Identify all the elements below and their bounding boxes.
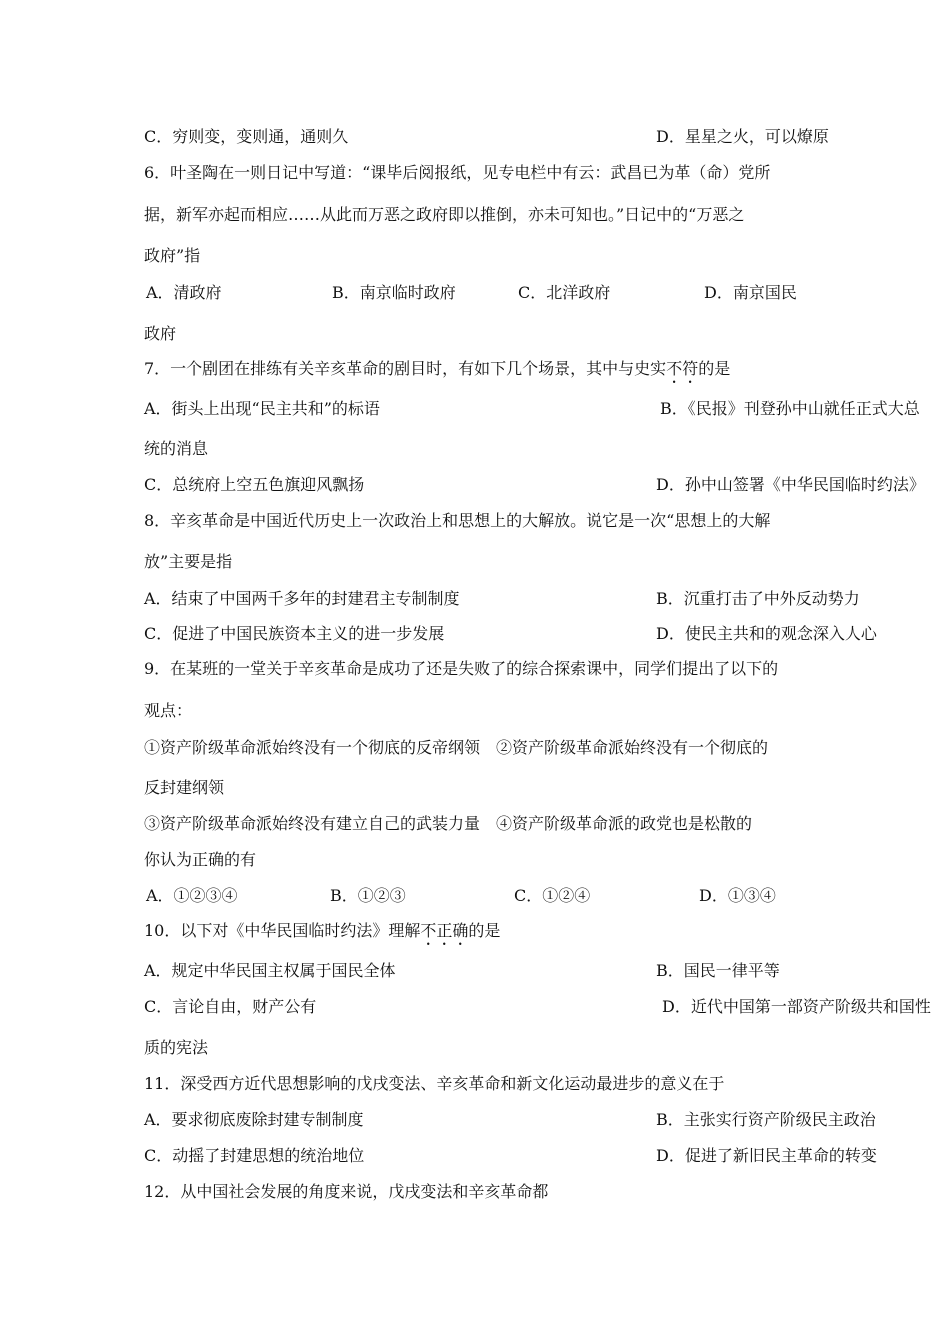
q6-option-d: D．南京国民 — [704, 283, 797, 302]
q7-option-b: B．《民报》刊登孙中山就任正式大总 — [660, 399, 920, 418]
q6-stem-line-1: 6．叶圣陶在一则日记中写道：“课毕后阅报纸，见专电栏中有云：武昌已为革（命）党所 — [144, 163, 771, 182]
q7-option-row-2 — [144, 474, 925, 496]
q7-option-d: D．孙中山签署《中华民国临时约法》 — [656, 475, 925, 494]
q9-option-c: C．①②④ — [514, 886, 591, 905]
q10-option-a: A．规定中华民国主权属于国民全体 — [144, 961, 396, 980]
q9-option-a: A．①②③④ — [146, 886, 238, 905]
q5-option-d: D．星星之火，可以燎原 — [656, 127, 829, 146]
q7-option-a: A．街头上出现“民主共和”的标语 — [144, 399, 380, 418]
q10-option-b: B．国民一律平等 — [656, 961, 780, 980]
q8-stem-line-1: 8．辛亥革命是中国近代历史上一次政治上和思想上的大解放。说它是一次“思想上的大解 — [144, 511, 771, 530]
q5-option-c: C．穷则变，变则通，通则久 — [144, 127, 349, 146]
q7-stem-post: 的是 — [698, 359, 731, 378]
q12-stem: 12．从中国社会发展的角度来说，戊戌变法和辛亥革命都 — [144, 1182, 549, 1201]
q7-option-b-continued: 统的消息 — [144, 439, 209, 458]
q8-option-c: C．促进了中国民族资本主义的进一步发展 — [144, 624, 445, 643]
q5-option-row — [144, 126, 829, 148]
q8-option-a: A．结束了中国两千多年的封建君主专制制度 — [144, 589, 460, 608]
q9-viewpoint-line-3: ③资产阶级革命派始终没有建立自己的武装力量 ④资产阶级革命派的政党也是松散的 — [144, 814, 753, 833]
q9-viewpoint-line-2: 反封建纲领 — [144, 778, 225, 797]
q8-option-b: B．沉重打击了中外反动势力 — [656, 589, 860, 608]
q6-option-a: A．清政府 — [146, 283, 222, 302]
q11-stem: 11．深受西方近代思想影响的戊戌变法、辛亥革命和新文化运动最进步的意义在于 — [144, 1074, 725, 1093]
q10-stem-pre: 10．以下对《中华民国临时约法》理解 — [144, 921, 421, 940]
q10-option-row-1 — [144, 960, 810, 982]
q11-option-d: D．促进了新旧民主革命的转变 — [656, 1146, 877, 1165]
q6-option-c: C．北洋政府 — [518, 283, 611, 302]
q10-stem — [144, 920, 810, 942]
q6-option-b: B．南京临时政府 — [332, 283, 456, 302]
q6-option-d-continued: 政府 — [144, 324, 177, 343]
q8-option-d: D．使民主共和的观念深入人心 — [656, 624, 877, 643]
q8-option-row-1 — [144, 588, 860, 610]
q7-option-c: C．总统府上空五色旗迎风飘扬 — [144, 475, 365, 494]
q10-option-d: D．近代中国第一部资产阶级共和国性 — [662, 997, 931, 1016]
q7-stem — [144, 358, 810, 380]
q10-option-row-2 — [144, 996, 931, 1018]
q9-option-b: B．①②③ — [330, 886, 406, 905]
q8-stem-line-2: 放”主要是指 — [144, 552, 233, 571]
q9-options-row — [144, 885, 810, 907]
q9-stem-line-2: 观点： — [144, 701, 193, 720]
q11-option-b: B．主张实行资产阶级民主政治 — [656, 1110, 876, 1129]
q10-option-c: C．言论自由，财产公有 — [144, 997, 317, 1016]
q6-stem-line-3: 政府”指 — [144, 246, 201, 265]
q6-stem-line-2: 据，新军亦起而相应……从此而万恶之政府即以推倒，亦未可知也。”日记中的“万恶之 — [144, 205, 745, 224]
q10-option-d-continued: 质的宪法 — [144, 1038, 209, 1057]
q9-option-d: D．①③④ — [699, 886, 776, 905]
q7-stem-pre: 7．一个剧团在排练有关辛亥革命的剧目时，有如下几个场景，其中与史实 — [144, 359, 667, 378]
q9-stem-line-1: 9．在某班的一堂关于辛亥革命是成功了还是失败了的综合探索课中，同学们提出了以下的 — [144, 659, 779, 678]
q7-option-row-1 — [144, 398, 920, 420]
q11-option-row-2 — [144, 1145, 877, 1167]
q11-option-row-1 — [144, 1109, 876, 1131]
q10-stem-post: 的是 — [468, 921, 501, 940]
q8-option-row-2 — [144, 623, 877, 645]
q7-emphasis-not-matching: 不符 — [666, 359, 699, 378]
q11-option-a: A．要求彻底废除封建专制制度 — [144, 1110, 364, 1129]
q9-viewpoint-line-1: ①资产阶级革命派始终没有一个彻底的反帝纲领 ②资产阶级革命派始终没有一个彻底的 — [144, 738, 769, 757]
q10-emphasis-incorrect: 不正确 — [420, 921, 469, 940]
q9-prompt: 你认为正确的有 — [144, 850, 257, 869]
q6-options-row — [144, 282, 810, 304]
q11-option-c: C．动摇了封建思想的统治地位 — [144, 1146, 365, 1165]
